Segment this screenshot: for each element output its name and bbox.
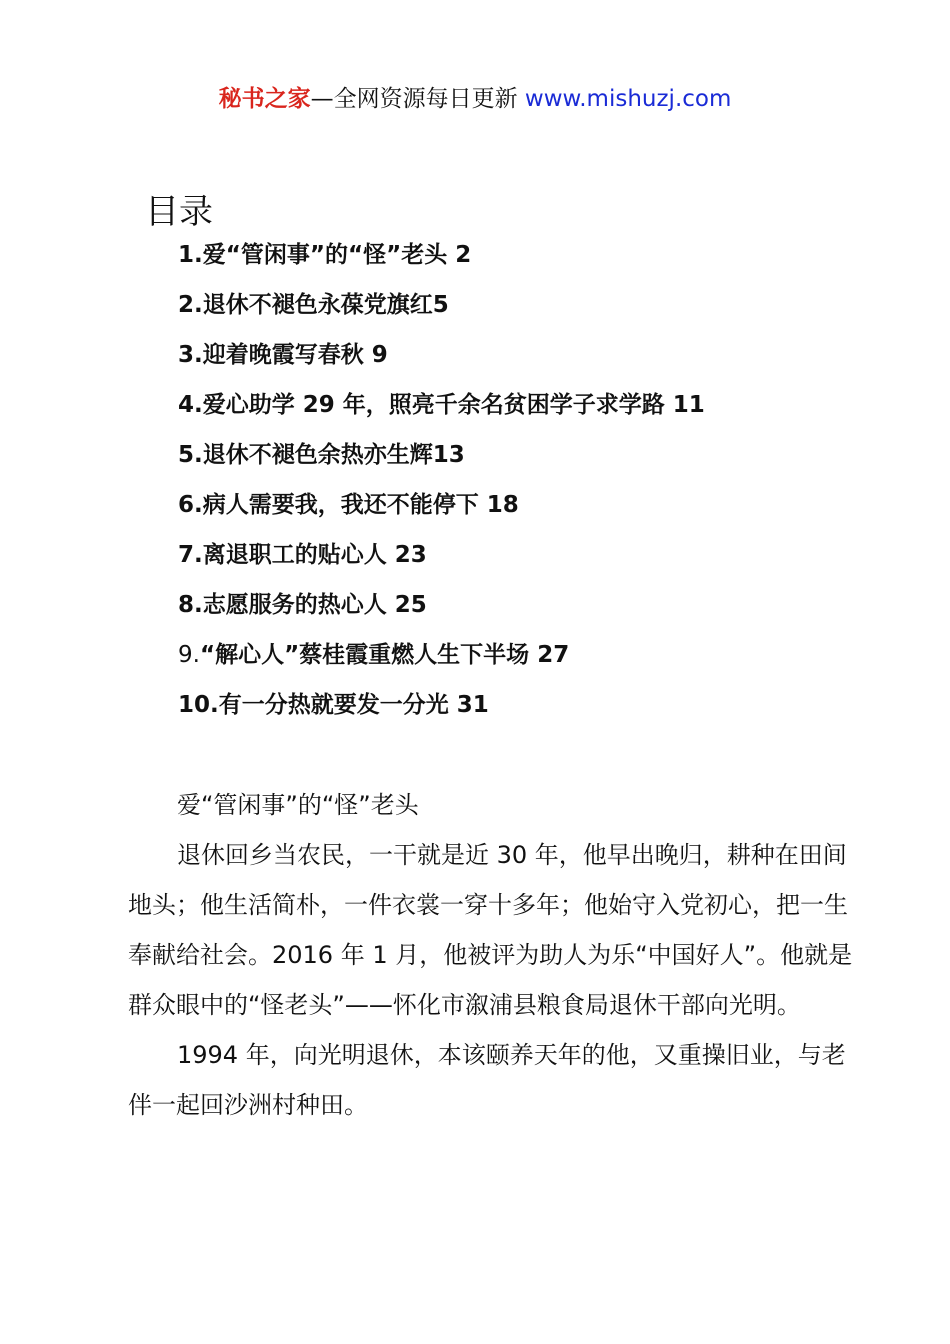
toc-item-number: 9. <box>178 642 200 668</box>
article-paragraph: 1994 年，向光明退休，本该颐养天年的他，又重操旧业，与老伴一起回沙洲村种田。 <box>128 1041 846 1119</box>
site-tagline: —全网资源每日更新 <box>310 86 518 112</box>
toc-item-number: 1. <box>178 242 203 268</box>
table-of-contents <box>178 238 705 738</box>
toc-item[interactable] <box>178 688 705 738</box>
toc-item-number: 8. <box>178 592 203 618</box>
toc-item-number: 5. <box>178 442 203 468</box>
toc-item-number: 3. <box>178 342 203 368</box>
toc-item[interactable] <box>178 538 705 588</box>
toc-item[interactable] <box>178 638 705 688</box>
article <box>128 780 858 1130</box>
toc-item-number: 10. <box>178 692 219 718</box>
toc-item[interactable] <box>178 238 705 288</box>
toc-item-text: 病人需要我，我还不能停下 18 <box>202 492 519 518</box>
toc-item-number: 6. <box>178 492 203 518</box>
toc-item[interactable] <box>178 388 705 438</box>
site-url-link[interactable]: www.mishuzj.com <box>524 86 732 112</box>
toc-item-number: 2. <box>178 292 203 318</box>
toc-item[interactable] <box>178 588 705 638</box>
toc-item-number: 7. <box>178 542 203 568</box>
toc-item-text: “解心人”蔡桂霞重燃人生下半场 27 <box>199 642 570 668</box>
article-heading: 爱“管闲事”的“怪”老头 <box>177 791 419 819</box>
toc-item-text: 退休不褪色永葆党旗红5 <box>202 292 449 318</box>
article-paragraph: 退休回乡当农民，一干就是近 30 年，他早出晚归，耕种在田间地头；他生活简朴，一件衣裳一穿十多年；他始守入党初心，把一生奉献给社会。2016 年 1 月，他被评为助人为乐“中国好人”。他就是群众眼中的“怪老头”——怀化市溆浦县粮食局退休干部向光明。 <box>128 841 853 1019</box>
toc-item[interactable] <box>178 438 705 488</box>
toc-item[interactable] <box>178 288 705 338</box>
toc-title: 目录 <box>145 192 213 232</box>
site-brand: 秘书之家 <box>218 86 311 112</box>
toc-item[interactable] <box>178 338 705 388</box>
toc-item-text: 迎着晚霞写春秋 9 <box>202 342 388 368</box>
toc-item-number: 4. <box>178 392 203 418</box>
toc-item-text: 爱“管闲事”的“怪”老头 2 <box>202 242 472 268</box>
toc-item[interactable] <box>178 488 705 538</box>
toc-item-text: 退休不褪色余热亦生辉13 <box>202 442 465 468</box>
toc-item-text: 有一分热就要发一分光 31 <box>218 692 489 718</box>
toc-item-text: 爱心助学 29 年，照亮千余名贫困学子求学路 11 <box>202 392 705 418</box>
toc-item-text: 离退职工的贴心人 23 <box>202 542 427 568</box>
toc-item-text: 志愿服务的热心人 25 <box>202 592 427 618</box>
site-header <box>0 80 950 113</box>
